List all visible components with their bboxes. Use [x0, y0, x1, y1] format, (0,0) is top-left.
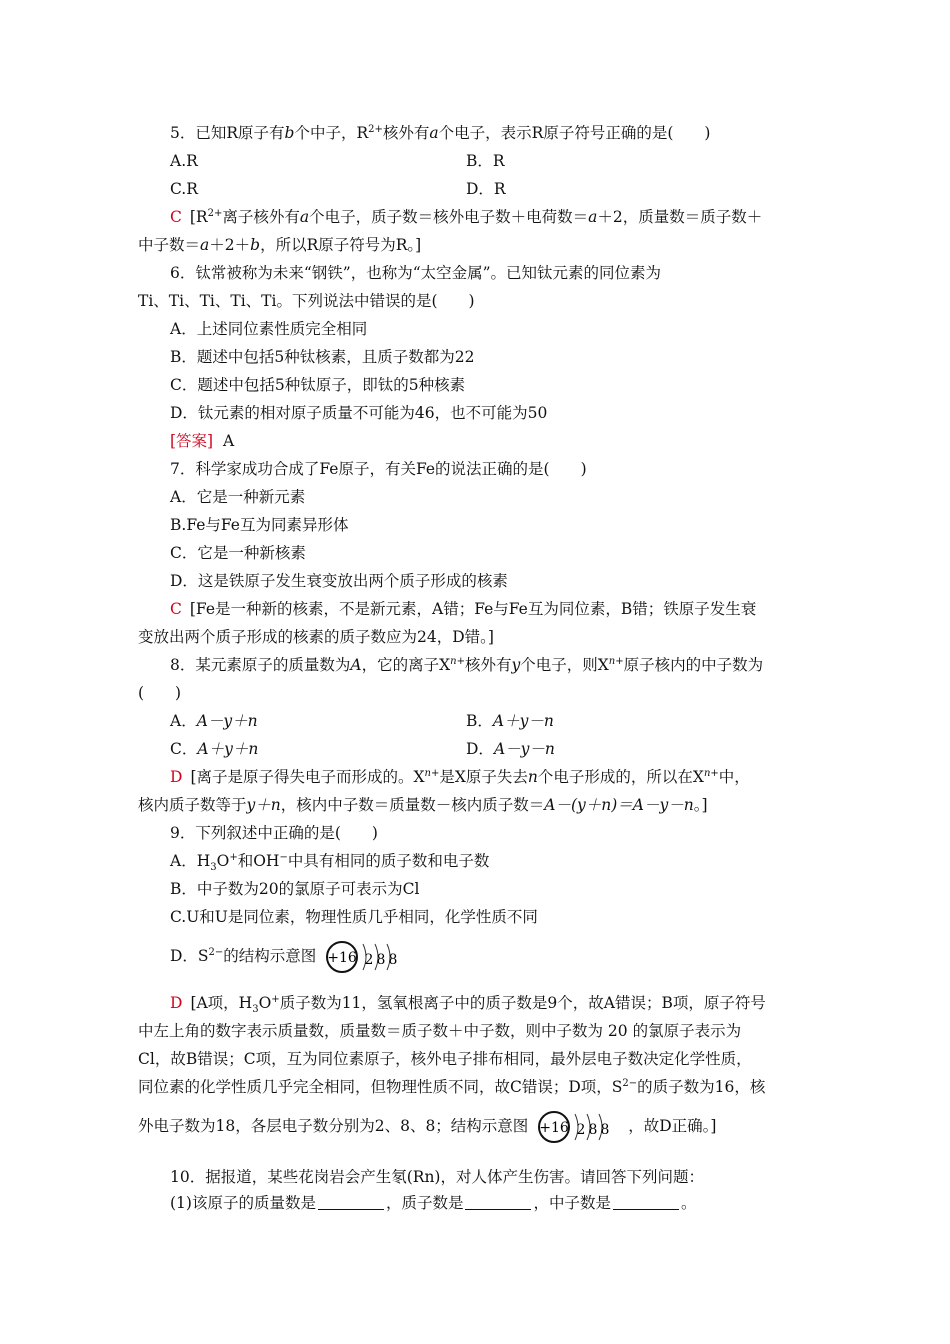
- mass-number-blank[interactable]: [318, 1195, 384, 1210]
- q5-explanation-line2: 中子数＝a＋2＋b，所以R原子符号为R。]: [138, 236, 422, 254]
- q9-stem: 9．下列叙述中正确的是( ): [170, 824, 378, 842]
- neutron-number-blank[interactable]: [613, 1195, 679, 1210]
- nucleus-label: +16: [539, 1120, 570, 1136]
- q5-option-c: C.R: [170, 180, 198, 198]
- q9-option-c: C.U和U是同位素，物理性质几乎相同，化学性质不同: [170, 908, 538, 926]
- q10-stem: 10．据报道，某些花岗岩会产生氡(Rn)，对人体产生伤害。请回答下列问题：: [170, 1168, 704, 1186]
- q7-explanation-line1: C [Fe是一种新的核素，不是新元素，A错；Fe与Fe互为同位素，B错；铁原子发生衰: [170, 600, 757, 618]
- q9-answer-letter: D: [170, 994, 183, 1012]
- shell-2-count: 8: [588, 1122, 598, 1138]
- q7-explanation-line2: 变放出两个质子形成的核素的质子数应为24，D错。]: [138, 628, 494, 646]
- q9-explanation-line1: D [A项，$H_3O^+$质子数为11，氢氧根离子中的质子数是9个，故A错误；B项，原子符号: [170, 994, 766, 1016]
- q8-option-d: D．A－y－n: [466, 740, 555, 758]
- q6-option-b: B．题述中包括5种钛核素，且质子数都为22: [170, 348, 475, 366]
- q9-explanation-line2: 中左上角的数字表示质量数，质量数＝质子数＋中子数，则中子数为 20 的氯原子表示为: [138, 1022, 742, 1040]
- q6-stem-line1: 6．钛常被称为未来“钢铁”，也称为“太空金属”。已知钛元素的同位素为: [170, 264, 662, 282]
- q7-option-d: D．这是铁原子发生衰变放出两个质子形成的核素: [170, 572, 508, 590]
- nucleus-label: +16: [327, 950, 358, 966]
- q5-option-d: D．R: [466, 180, 506, 198]
- q9-explanation-line5: 外电子数为18，各层电子数分别为2、8、8；结构示意图 +16 2 8 8 ，故D正确。]: [138, 1110, 716, 1144]
- q7-option-b: B.Fe与Fe互为同素异形体: [170, 516, 349, 534]
- q6-option-d: D．钛元素的相对原子质量不可能为46，也不可能为50: [170, 404, 548, 422]
- answer-tag: [答案]: [170, 432, 214, 450]
- q9-option-a: A．$H_3O^+$和OH−中具有相同的质子数和电子数: [170, 852, 490, 874]
- q5-answer-letter: C: [170, 208, 182, 226]
- q9-explanation-line4: 同位素的化学性质几乎完全相同，但物理性质不同，故C错误；D项，$S^{2-}$的质子数为16，核: [138, 1078, 766, 1096]
- q8-stem: 8．某元素原子的质量数为A，它的离子$X^{n+}$核外有y个电子，则$X^{n+}$原子核内的中子数为: [170, 656, 764, 674]
- q8-explanation-line2: 核内质子数等于y＋n，核内中子数＝质量数－核内质子数＝A－(y＋n)＝A－y－n。]: [138, 796, 708, 814]
- shell-2-count: 8: [376, 952, 386, 968]
- q5-stem: 5．已知R原子有b个中子，$R^{2+}$核外有a个电子，表示R原子符号正确的是( ): [170, 124, 711, 142]
- q5-explanation-line1: C [$R^{2+}$离子核外有a个电子，质子数＝核外电子数＋电荷数＝a＋2，质量数＝质子数＋: [170, 208, 763, 226]
- q8-option-c: C．A＋y＋n: [170, 740, 259, 758]
- q8-option-a: A．A－y＋n: [170, 712, 258, 730]
- q9-explanation-line3: Cl，故B错误；C项，互为同位素原子，核外电子排布相同，最外层电子数决定化学性质，: [138, 1050, 752, 1068]
- q8-answer-letter: D: [170, 768, 183, 786]
- q9-option-b: B．中子数为20的氯原子可表示为Cl: [170, 880, 420, 898]
- q5-option-a: A.R: [170, 152, 198, 170]
- proton-number-blank[interactable]: [465, 1195, 531, 1210]
- q8-paren: ( ): [138, 684, 182, 702]
- q7-option-a: A．它是一种新元素: [170, 488, 306, 506]
- q7-option-c: C．它是一种新核素: [170, 544, 306, 562]
- q8-option-b: B．A＋y－n: [466, 712, 554, 730]
- q10-sub1: (1)该原子的质量数是 ，质子数是 ，中子数是 。: [170, 1194, 697, 1212]
- q5-option-b: B．R: [466, 152, 505, 170]
- q8-explanation-line1: D [离子是原子得失电子而形成的。$X^{n+}$是X原子失去n个电子形成的，所以在$X^{n+}$中，: [170, 768, 750, 786]
- q6-option-a: A．上述同位素性质完全相同: [170, 320, 368, 338]
- shell-1-count: 2: [576, 1122, 586, 1138]
- q7-stem: 7．科学家成功合成了Fe原子，有关Fe的说法正确的是( ): [170, 460, 587, 478]
- shell-3-count: 8: [388, 952, 398, 968]
- q9-option-d: D．$S^{2-}$的结构示意图 +16 2 8 8: [170, 940, 411, 974]
- q6-stem-line2: Ti、Ti、Ti、Ti、Ti。下列说法中错误的是( ): [138, 292, 475, 310]
- shell-3-count: 8: [600, 1122, 610, 1138]
- shell-1-count: 2: [364, 952, 374, 968]
- s2-structure-diagram: [325, 940, 407, 974]
- q7-answer-letter: C: [170, 600, 182, 618]
- s2-structure-diagram-2: [537, 1110, 619, 1144]
- q6-answer: [答案] A: [170, 432, 235, 450]
- q6-option-c: C．题述中包括5种钛原子，即钛的5种核素: [170, 376, 466, 394]
